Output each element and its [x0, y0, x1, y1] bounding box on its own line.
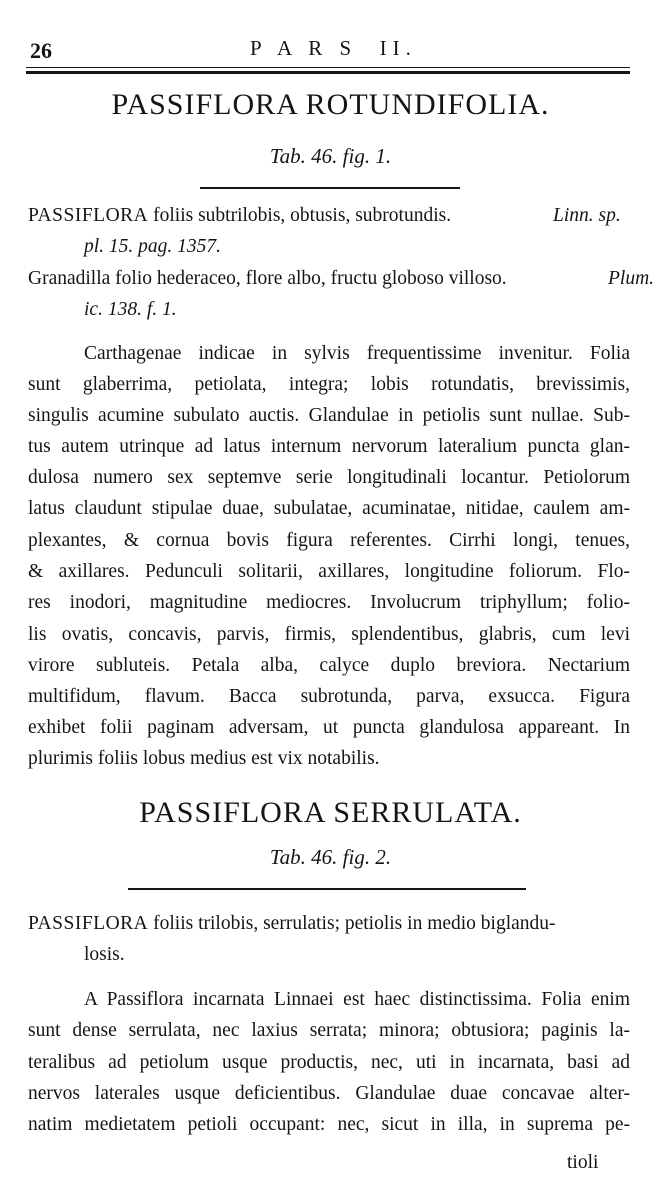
citation-continuation: pl. 15. pag. 1357. — [84, 236, 222, 257]
body-line: lis ovatis, concavis, parvis, firmis, splendentibus, glabris, cum levi — [28, 624, 630, 645]
body-line: virore subluteis. Petala alba, calyce duplo breviora. Nectarium — [28, 655, 630, 676]
body-line: tus autem utrinque ad latus internum nervorum lateralium puncta glan- — [28, 436, 630, 457]
body-line: dulosa numero sex septemve serie longitudinali locantur. Petiolorum — [28, 467, 630, 488]
body-line: sunt dense serrulata, nec laxius serrata; minora; obtusiora; paginis la- — [28, 1020, 630, 1041]
body-line: multifidum, flavum. Bacca subrotunda, parva, exsucca. Figura — [28, 686, 630, 707]
section-rule — [200, 187, 460, 189]
diagnosis-continuation: losis. — [84, 944, 125, 965]
body-line: latus claudunt stipulae duae, subulatae, acuminatae, nitidae, caulem am- — [28, 498, 630, 519]
body-line: plexantes, & cornua bovis figura referentes. Cirrhi longi, tenues, — [28, 530, 630, 551]
diagnosis-text: foliis subtrilobis, obtusis, subrotundis. — [148, 205, 452, 226]
header-rule-thin — [26, 67, 630, 68]
synonym-line — [28, 203, 638, 229]
body-line: sunt glaberrima, petiolata, integra; lobis rotundatis, brevissimis, — [28, 374, 630, 395]
body-line: natim medietatem petioli occupant: nec, sicut in illa, in suprema pe- — [28, 1114, 630, 1135]
body-line: A Passiflora incarnata Linnaei est haec distinctissima. Folia enim — [84, 989, 630, 1010]
body-line: Carthagenae indicae in sylvis frequentissime invenitur. Folia — [84, 343, 630, 364]
section-rule — [128, 888, 526, 890]
body-line: res inodori, magnitudine mediocres. Involucrum triphyllum; folio- — [28, 592, 630, 613]
plate-reference: Tab. 46. fig. 2. — [269, 845, 392, 869]
species-title-serrulata: PASSIFLORA SERRULATA. — [139, 796, 522, 829]
synonym-line — [28, 266, 655, 292]
citation-continuation: ic. 138. f. 1. — [84, 299, 177, 320]
genus-name: PASSIFLORA — [28, 913, 149, 934]
body-line: plurimis foliis lobus medius est vix notabilis. — [28, 748, 380, 769]
page-number: 26 — [30, 38, 52, 63]
body-line: & axillares. Pedunculi solitarii, axillares, longitudine foliorum. Flo- — [28, 561, 630, 582]
diagnosis-text: foliis trilobis, serrulatis; petiolis in medio biglandu- — [148, 913, 556, 934]
plate-reference: Tab. 46. fig. 1. — [269, 144, 392, 168]
citation: Linn. sp. — [553, 205, 621, 226]
body-line: exhibet folii paginam adversam, ut puncta glandulosa appareant. In — [28, 717, 630, 738]
body-line: teralibus ad petiolum usque productis, nec, uti in incarnata, basi ad — [28, 1052, 630, 1073]
running-title: P A R S II. — [250, 36, 417, 60]
body-line: singulis acumine subulato auctis. Glandulae in petiolis sunt nullae. Sub- — [28, 405, 630, 426]
genus-name: PASSIFLORA — [28, 205, 149, 226]
header-rule-thick — [26, 71, 630, 74]
species-title-rotundifolia: PASSIFLORA ROTUNDIFOLIA. — [111, 88, 550, 121]
body-line: nervos laterales usque deficientibus. Glandulae duae concavae alter- — [28, 1083, 630, 1104]
synonym-text: Granadilla folio hederaceo, flore albo, fructu globoso villoso. — [28, 268, 507, 289]
citation: Plum. — [608, 268, 655, 289]
catchword: tioli — [567, 1152, 599, 1173]
synonym-line — [28, 911, 638, 937]
